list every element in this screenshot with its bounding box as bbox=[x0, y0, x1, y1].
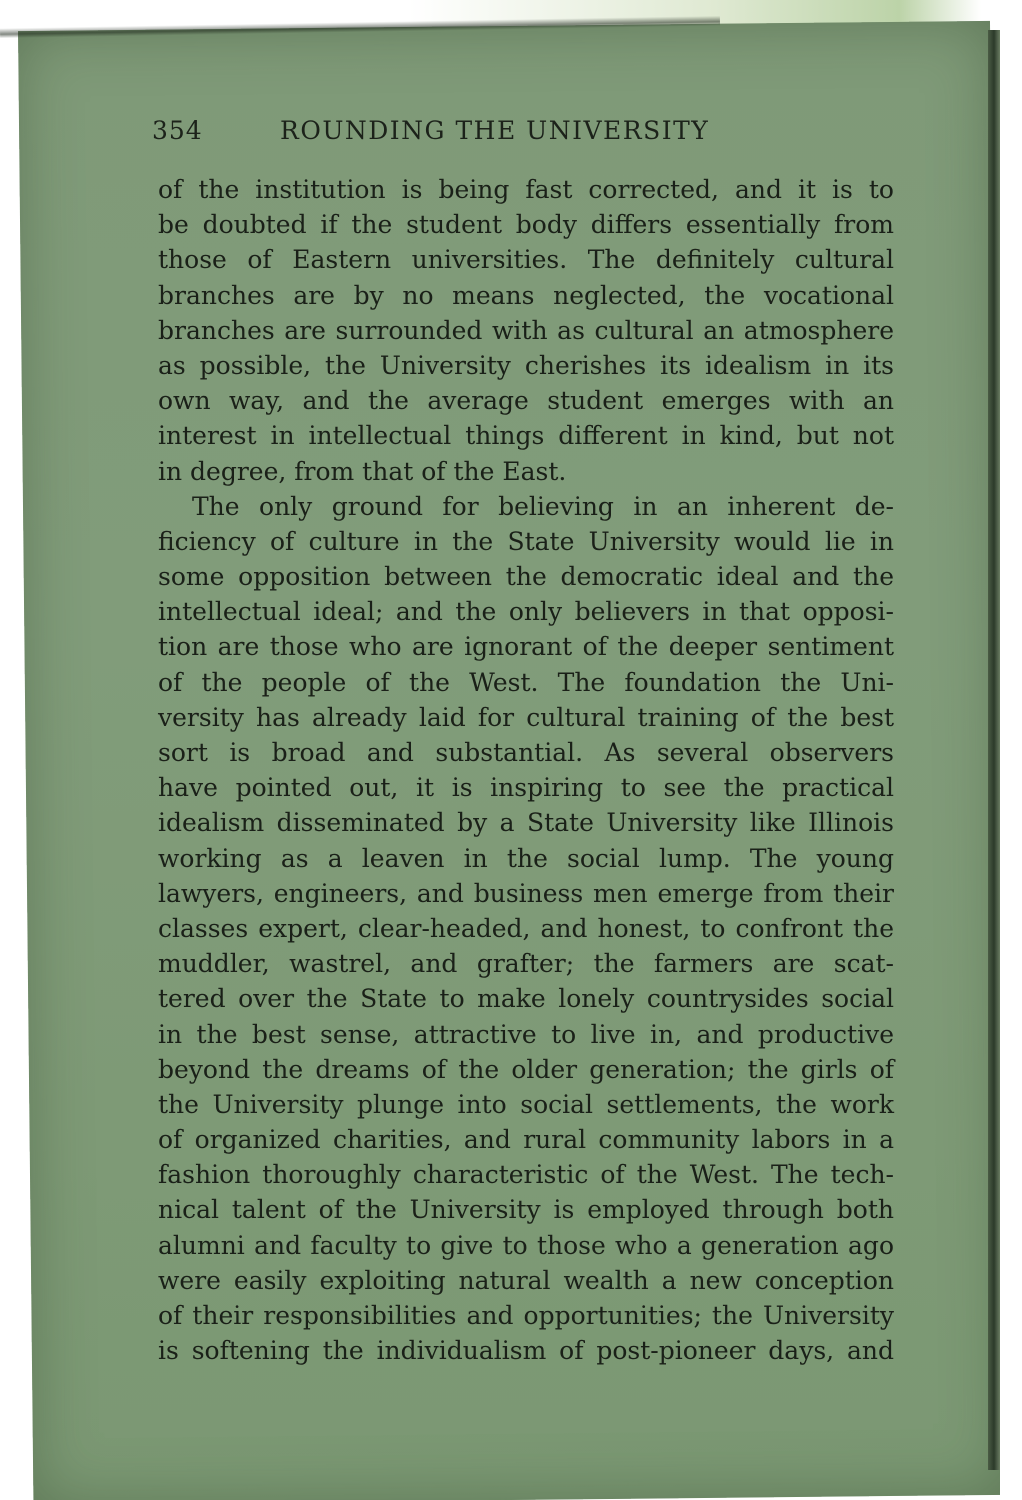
text-line: tered over the State to make lonely countrysides social bbox=[158, 984, 894, 1014]
text-line: nical talent of the University is employed through both bbox=[158, 1195, 894, 1225]
text-line: lawyers, engineers, and business men emerge from their bbox=[158, 878, 894, 908]
text-line: the University plunge into social settlements, the work bbox=[158, 1089, 894, 1119]
text-line: sort is broad and substantial. As several observers bbox=[158, 738, 894, 767]
text-line: some opposition between the democratic ideal and the bbox=[158, 562, 894, 592]
text-line: be doubted if the student body differs essentially from bbox=[158, 210, 894, 240]
text-line: those of Eastern universities. The definitely cultural bbox=[158, 245, 894, 275]
running-head bbox=[152, 112, 892, 152]
text-line: is softening the individualism of post-pioneer days, and bbox=[158, 1336, 894, 1366]
text-line: working as a leaven in the social lump. The young bbox=[158, 843, 894, 873]
text-line: of organized charities, and rural community labors in a bbox=[158, 1125, 894, 1155]
text-line: branches are surrounded with as cultural an atmosphere bbox=[158, 315, 894, 345]
right-margin-strip bbox=[1000, 0, 1022, 1500]
text-line: ficiency of culture in the State University would lie in bbox=[158, 526, 894, 556]
text-line: of the institution is being fast corrected, and it is to bbox=[158, 175, 894, 204]
paragraph-1 bbox=[158, 172, 894, 489]
text-line: of their responsibilities and opportunities; the University bbox=[158, 1301, 894, 1330]
text-line: as possible, the University cherishes its idealism in its bbox=[158, 350, 894, 380]
text-line: tion are those who are ignorant of the deeper sentiment bbox=[158, 632, 894, 662]
text-line: in the best sense, attractive to live in, and productive bbox=[158, 1019, 894, 1049]
text-line: idealism disseminated by a State University like Illinois bbox=[158, 808, 894, 838]
text-line: were easily exploiting natural wealth a new conception bbox=[158, 1265, 894, 1295]
text-line: branches are by no means neglected, the vocational bbox=[158, 280, 894, 310]
text-line: interest in intellectual things different in kind, but not bbox=[158, 421, 894, 451]
text-line: of the people of the West. The foundation the Uni- bbox=[158, 667, 894, 697]
paragraph-2 bbox=[158, 489, 894, 1369]
text-line: The only ground for believing in an inherent de- bbox=[192, 491, 894, 521]
text-line: fashion thoroughly characteristic of the West. The tech- bbox=[158, 1160, 894, 1190]
page-number: 354 bbox=[152, 116, 203, 145]
text-line: have pointed out, it is inspiring to see the practical bbox=[158, 773, 894, 803]
text-line: versity has already laid for cultural training of the best bbox=[158, 702, 894, 732]
text-line: in degree, from that of the East. bbox=[158, 456, 567, 486]
running-head-title: ROUNDING THE UNIVERSITY bbox=[280, 116, 710, 145]
text-line: classes expert, clear-headed, and honest, to confront the bbox=[158, 913, 894, 943]
text-line: intellectual ideal; and the only believers in that opposi- bbox=[158, 597, 894, 627]
left-margin-strip bbox=[0, 0, 18, 1500]
text-line: own way, and the average student emerges with an bbox=[158, 386, 894, 416]
text-line: alumni and faculty to give to those who a generation ago bbox=[158, 1230, 894, 1260]
text-line: muddler, wastrel, and grafter; the farmers are scat- bbox=[158, 949, 894, 979]
text-line: beyond the dreams of the older generation; the girls of bbox=[158, 1054, 894, 1084]
binding-shadow bbox=[988, 30, 1000, 1470]
body-text bbox=[158, 172, 894, 1368]
